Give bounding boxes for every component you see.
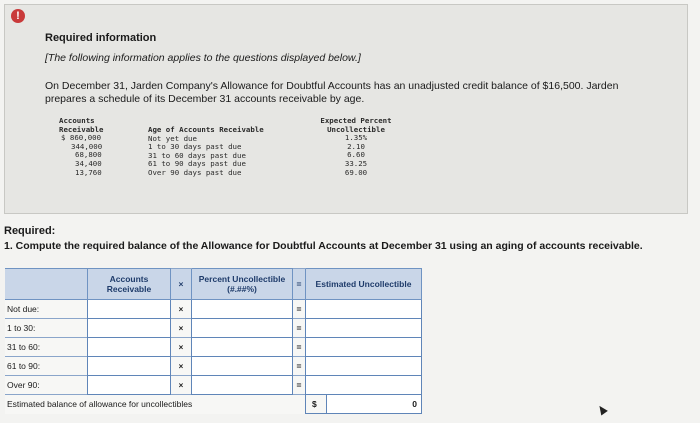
times-sign: × <box>171 300 192 319</box>
aging-ar-value: 13,760 <box>75 167 102 177</box>
ar-input-cell <box>88 300 171 319</box>
header-accounts-receivable: Accounts Receivable <box>88 269 171 300</box>
table-row <box>5 319 422 338</box>
aging-pct-header-1: Expected Percent <box>320 116 392 125</box>
equals-sign: = <box>293 300 306 319</box>
times-sign: × <box>171 338 192 357</box>
panel-title: Required information <box>45 32 157 44</box>
pct-input-cell <box>192 338 293 357</box>
pct-input-1-30[interactable] <box>192 319 292 337</box>
header-estimated-uncollectible: Estimated Uncollectible <box>306 269 422 300</box>
aging-age-value: 31 to 60 days past due <box>148 150 246 160</box>
aging-ar-header-1: Accounts <box>59 116 95 125</box>
est-input-not-due[interactable] <box>306 300 421 318</box>
ar-input-cell <box>88 319 171 338</box>
alert-icon: ! <box>11 9 25 23</box>
est-input-cell <box>306 376 422 395</box>
est-input-over-90[interactable] <box>306 376 421 394</box>
header-times: × <box>171 269 192 300</box>
aging-pct-header-2: Uncollectible <box>327 124 385 134</box>
total-label: Estimated balance of allowance for uncollectibles <box>5 395 306 414</box>
aging-ar-value: 344,000 <box>71 141 103 151</box>
equals-sign: = <box>293 357 306 376</box>
table-row <box>5 338 422 357</box>
equals-sign: = <box>293 338 306 357</box>
pct-input-31-60[interactable] <box>192 338 292 356</box>
pct-input-cell <box>192 376 293 395</box>
ar-input-cell <box>88 376 171 395</box>
ar-input-cell <box>88 338 171 357</box>
ar-input-31-60[interactable] <box>88 338 170 356</box>
equals-sign: = <box>293 376 306 395</box>
aging-col-ar <box>59 117 104 177</box>
required-information-panel <box>4 4 688 214</box>
row-label: Not due: <box>5 300 88 319</box>
est-input-cell <box>306 357 422 376</box>
pct-input-cell <box>192 300 293 319</box>
aging-ar-value: 34,400 <box>75 158 102 168</box>
aging-ar-value: $ 860,000 <box>61 133 102 143</box>
aging-age-header: Age of Accounts Receivable <box>148 125 264 134</box>
header-equals: = <box>293 269 306 300</box>
required-heading: Required: <box>4 225 56 237</box>
est-input-cell <box>306 319 422 338</box>
aging-age-value: Not yet due <box>148 133 197 143</box>
aging-pct-value: 33.25 <box>344 158 368 168</box>
pct-input-61-90[interactable] <box>192 357 292 375</box>
row-label: Over 90: <box>5 376 88 395</box>
header-percent-uncollectible: Percent Uncollectible (#.##%) <box>192 269 293 300</box>
pct-input-cell <box>192 319 293 338</box>
aging-age-value: Over 90 days past due <box>148 167 242 177</box>
pct-input-not-due[interactable] <box>192 300 292 318</box>
times-sign: × <box>171 357 192 376</box>
table-row <box>5 376 422 395</box>
ar-input-over-90[interactable] <box>88 376 170 394</box>
ar-input-1-30[interactable] <box>88 319 170 337</box>
total-value: 0 <box>327 395 422 414</box>
aging-pct-value: 6.60 <box>347 150 365 160</box>
est-input-cell <box>306 338 422 357</box>
aging-answer-table <box>5 268 422 414</box>
aging-age-value: 61 to 90 days past due <box>148 159 246 169</box>
aging-pct-value: 2.10 <box>347 141 365 151</box>
est-input-31-60[interactable] <box>306 338 421 356</box>
times-sign: × <box>171 319 192 338</box>
aging-ar-header-2: Receivable <box>59 124 104 134</box>
est-input-1-30[interactable] <box>306 319 421 337</box>
pct-input-over-90[interactable] <box>192 376 292 394</box>
aging-col-age <box>148 126 264 178</box>
total-currency: $ <box>306 395 327 414</box>
table-row <box>5 300 422 319</box>
problem-paragraph: On December 31, Jarden Company's Allowance for Doubtful Accounts has an unadjusted credit balance of $16,500. Jarden prepares a schedule of its December 31 accounts receivable by age. <box>45 80 619 105</box>
row-label: 1 to 30: <box>5 319 88 338</box>
row-label: 61 to 90: <box>5 357 88 376</box>
aging-pct-value: 69.00 <box>344 167 368 177</box>
aging-pct-value: 1.35% <box>344 133 368 143</box>
ar-input-not-due[interactable] <box>88 300 170 318</box>
table-row <box>5 357 422 376</box>
aging-col-pct <box>310 117 402 177</box>
row-label: 31 to 60: <box>5 338 88 357</box>
est-input-cell <box>306 300 422 319</box>
required-question: 1. Compute the required balance of the Allowance for Doubtful Accounts at December 31 using an aging of accounts receivable. <box>4 240 643 252</box>
mouse-cursor-icon <box>596 404 608 416</box>
est-input-61-90[interactable] <box>306 357 421 375</box>
ar-input-cell <box>88 357 171 376</box>
header-blank <box>5 269 88 300</box>
total-row <box>5 395 422 414</box>
ar-input-61-90[interactable] <box>88 357 170 375</box>
panel-subtitle: [The following information applies to the questions displayed below.] <box>45 52 361 64</box>
equals-sign: = <box>293 319 306 338</box>
times-sign: × <box>171 376 192 395</box>
aging-ar-value: 68,800 <box>75 150 102 160</box>
aging-age-value: 1 to 30 days past due <box>148 142 242 152</box>
pct-input-cell <box>192 357 293 376</box>
